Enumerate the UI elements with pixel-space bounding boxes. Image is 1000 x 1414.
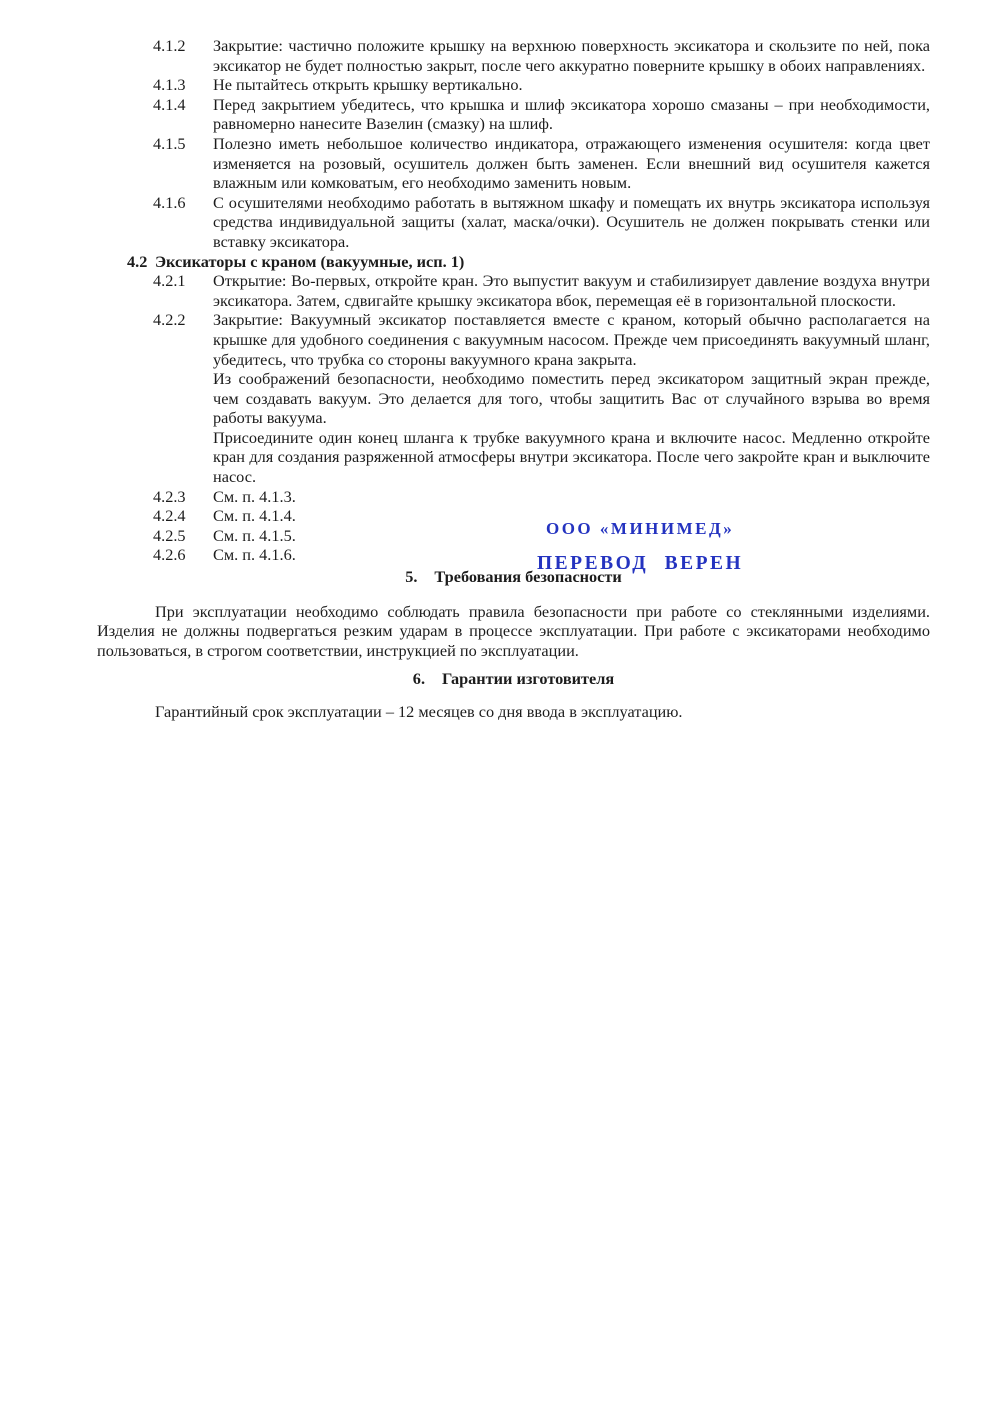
section-title: Требования безопасности [434, 567, 622, 587]
list-item-text: См. п. 4.1.5. [213, 525, 296, 545]
list-item-number: 4.1.4 [153, 94, 186, 114]
list-item-4-2-2 [153, 310, 930, 487]
stamp-company-name: ООО «МИНИМЕД» [545, 519, 735, 538]
list-item-number: 4.1.6 [153, 192, 186, 212]
list-item-number: 4.2.1 [153, 271, 186, 291]
list-item-4-1-5 [153, 133, 930, 193]
list-item-number: 4.2.5 [153, 525, 186, 545]
list-item-text: Открытие: Во-первых, откройте кран. Это выпустит вакуум и стабилизирует давление воздуха внутри эксикатора. Затем, сдвигайте крышку эксикатора вбок, перемещая её в горизонтальной плоскости. [213, 271, 930, 310]
list-item-text: Закрытие: частично положите крышку на верхнюю поверхность эксикатора и скользите по ней, пока эксикатор не будет полностью закрыт, после чего аккуратно поверните крышку в обоих направлениях. [213, 36, 930, 75]
list-item-4-1-4 [153, 94, 930, 134]
list-item-number: 4.1.5 [153, 133, 186, 153]
list-item-text: См. п. 4.1.6. [213, 545, 296, 565]
section-heading-5 [97, 567, 930, 587]
list-item-text: С осушителями необходимо работать в вытяжном шкафу и помещать их внутрь эксикатора используя средства индивидуальной защиты (халат, маска/очки). Осушитель не должен покрывать стенки или вставку эксикатора. [213, 192, 930, 251]
list-item-text: См. п. 4.1.4. [213, 506, 296, 526]
section-6-body: Гарантийный срок эксплуатации – 12 месяцев со дня ввода в эксплуатацию. [155, 702, 683, 721]
list-item-number: 4.2.2 [153, 310, 186, 330]
list-item-number: 4.1.2 [153, 36, 186, 55]
list-item-paragraph: Из соображений безопасности, необходимо поместить перед эксикатором защитный экран прежде, чем создавать вакуум. Это делается для того, чтобы защитить Вас от случайного взрыва во время работы вакуума. [213, 369, 930, 428]
list-item-text: Перед закрытием убедитесь, что крышка и шлиф эксикатора хорошо смазаны – при необходимости, равномерно нанесите Вазелин (смазку) на шлиф. [213, 94, 930, 134]
stamp-translation-correct: ПЕРЕВОД ВЕРЕН [537, 553, 744, 574]
list-item-text: Не пытайтесь открыть крышку вертикально. [213, 75, 523, 95]
section-title: Гарантии изготовителя [442, 669, 615, 689]
list-item-number: 4.2.3 [153, 486, 186, 506]
list-item-4-2-3 [153, 486, 930, 507]
list-item-4-1-3 [153, 75, 930, 95]
list-item-number: 4.2.6 [153, 545, 186, 565]
list-item-paragraph: Присоедините один конец шланга к трубке вакуумного крана и включите насос. Медленно откройте кран для создания разряженной атмосферы внутри эксикатора. После чего закройте кран и выключите насос. [213, 427, 930, 487]
list-item-4-1-2 [153, 36, 930, 75]
section-number: 5. [405, 567, 418, 587]
list-item-number: 4.2.4 [153, 506, 186, 526]
list-item-paragraph: Закрытие: Вакуумный эксикатор поставляется вместе с краном, который обычно располагается на крышке для удобного соединения с вакуумным насосом. Прежде чем присоединять вакуумный шланг, убедитесь, что трубка со стороны вакуумного крана закрыта. [213, 310, 930, 369]
translation-stamp [537, 519, 743, 575]
section-heading-6 [97, 669, 930, 689]
document-content [0, 36, 1000, 722]
section-number: 6. [412, 669, 426, 689]
list-item-4-2-1 [153, 271, 930, 310]
section-5-body: При эксплуатации необходимо соблюдать правила безопасности при работе со стеклянными изделиями. Изделия не должны подвергаться резким ударам в процессе эксплуатации. При работе с эксикаторами необходимо пользоваться, в строгом соответствии, инструкцией по эксплуатации. [97, 601, 930, 660]
subsection-number: 4.2 [127, 251, 148, 271]
subsection-title: Эксикаторы с краном (вакуумные, исп. 1) [155, 251, 465, 271]
subsection-heading-4-2 [127, 252, 930, 272]
list-item-text: Полезно иметь небольшое количество индикатора, отражающего изменения осушителя: когда цвет изменяется на розовый, осушитель должен быть заменен. Если внешний вид осушителя кажется влажным или комковатым, его необходимо заменить новым. [213, 133, 930, 193]
list-item-number: 4.1.3 [153, 75, 186, 95]
list-item-text: См. п. 4.1.3. [213, 486, 296, 506]
list-item-4-1-6 [153, 192, 930, 252]
